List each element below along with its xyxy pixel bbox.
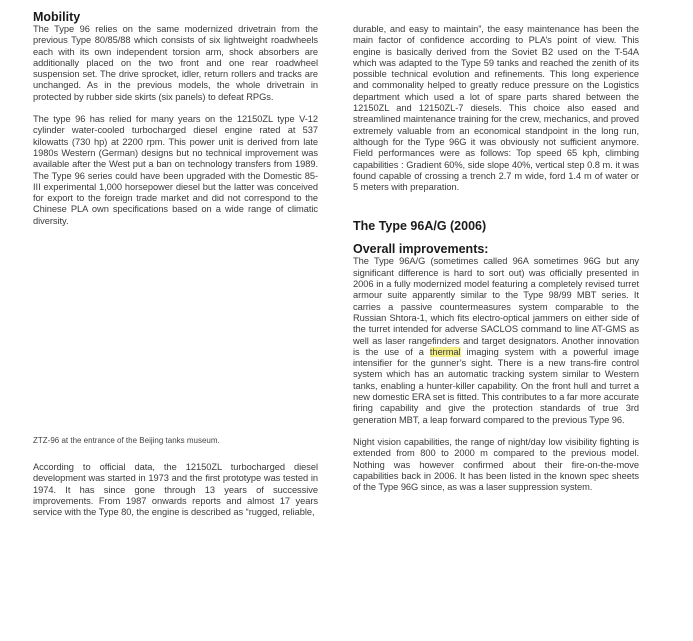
improvements-text-end: imaging system with a powerful image intensifier for the gunner’s sight. There is a new trans-fire control system which has an automatic tracking system similar to Western tanks, enabling a hunter-killer capability. On the front hull and turret a new domestic ERA set is fitted. This contributes to a far more accurate firing capability and give the protection standards of true 3rd generation MBT, a leap forward compared to the previous Type 96.	[353, 346, 639, 425]
section-heading-type96ag: The Type 96A/G (2006)	[353, 219, 487, 234]
image-caption: ZTZ-96 at the entrance of the Beijing tanks museum.	[33, 436, 220, 445]
subheading-overall-improvements: Overall improvements:	[353, 242, 489, 257]
mobility-paragraph-2: The type 96 has relied for many years on the 12150ZL type V-12 cylinder water-cooled turbocharged diesel engine rated at 537 kilowatts (730 hp) at 2200 rpm. This power unit is derived from late 1980s Western (German) designs but no technical improvement was available after the West put a ban on technology transfers from 1989. The Type 96 series could have been upgraded with the Domestic 85-III experimental 1,000 horsepower diesel but the latter was conceived for export to the foreign trade market and did not correspond to the Chinese PLA own specifications based on a wide range of climatic diversity.	[33, 114, 318, 226]
mobility-paragraph-1: The Type 96 relies on the same modernized drivetrain from the previous Type 80/85/88 which consists of six lightweight roadwheels each with its own independent torsion arm, shock absorbers are additionally placed on the two front and one rear roadwheel suspension set. The drive sprocket, idler, return rollers and tracks are unchanged. As in the previous models, the whole drivetrain in protected by rubber side skirts (six panels) to defeat RPGs.	[33, 24, 318, 102]
engine-paragraph: According to official data, the 12150ZL turbocharged diesel development was started in 1973 and the first prototype was tested in 1974. It has since gone through 13 years of successive improvements. From 1987 onwards reports and almost 17 years service with the Type 80, the engine is described as “rugged, reliable,	[33, 462, 318, 518]
improvements-text-start: The Type 96A/G (sometimes called 96A sometimes 96G but any significant difference is hard to sort out) was officially presented in 2006 in a fully modernized model featuring a completely revised turret armour suite apparently similar to the Type 98/99 MBT series. It carries a passive countermeasures system comparable to the Russian Shtora-1, which fits electro-optical jammers on either side of the turret intended for adverse SACLOS command to line AT-GMS as well as laser rangefinders and target designators. Another innovation is the use of a	[353, 256, 639, 357]
engine-continued-paragraph: durable, and easy to maintain”, the easy maintenance has been the main factor of confidence according to PLA’s point of view. This engine is basically derived from the Soviet B2 used on the T-54A which was adapted to the Type 59 tanks and reached the zenith of its possible technical evolution and refinements. This long experience and commonality helped to greatly reduce pressure on the Logistics department which used a lot of spare parts shared between the 12150ZL and 12150ZL-7 diesels. This choice also eased and streamlined maintenance training for the crew, mechanics, and proved extremely valuable from an economical standpoint in the long run, although for the Type 96G it was obviously not sufficient anymore. Field performances were as follows: Top speed 65 kph, climbing capabilities : Gradient 60%, side slope 40%, vertical step 0.8 m. it was found capable of crossing a trench 2.7 m wide, ford 1.4 m of water or 5 meters with preparation.	[353, 24, 639, 193]
section-heading-mobility: Mobility	[33, 10, 81, 24]
highlighted-word: thermal	[429, 346, 461, 357]
night-vision-paragraph: Night vision capabilities, the range of night/day low visibility fighting is extended from 800 to 2000 m compared to the previous model. Nothing was however confirmed about their fire-on-the-move capabilities back in 2006. It has been listed in the known spec sheets of the Type 96G since, as was a laser suppression system.	[353, 436, 639, 493]
right-column	[353, 0, 639, 493]
improvements-paragraph	[353, 256, 639, 425]
